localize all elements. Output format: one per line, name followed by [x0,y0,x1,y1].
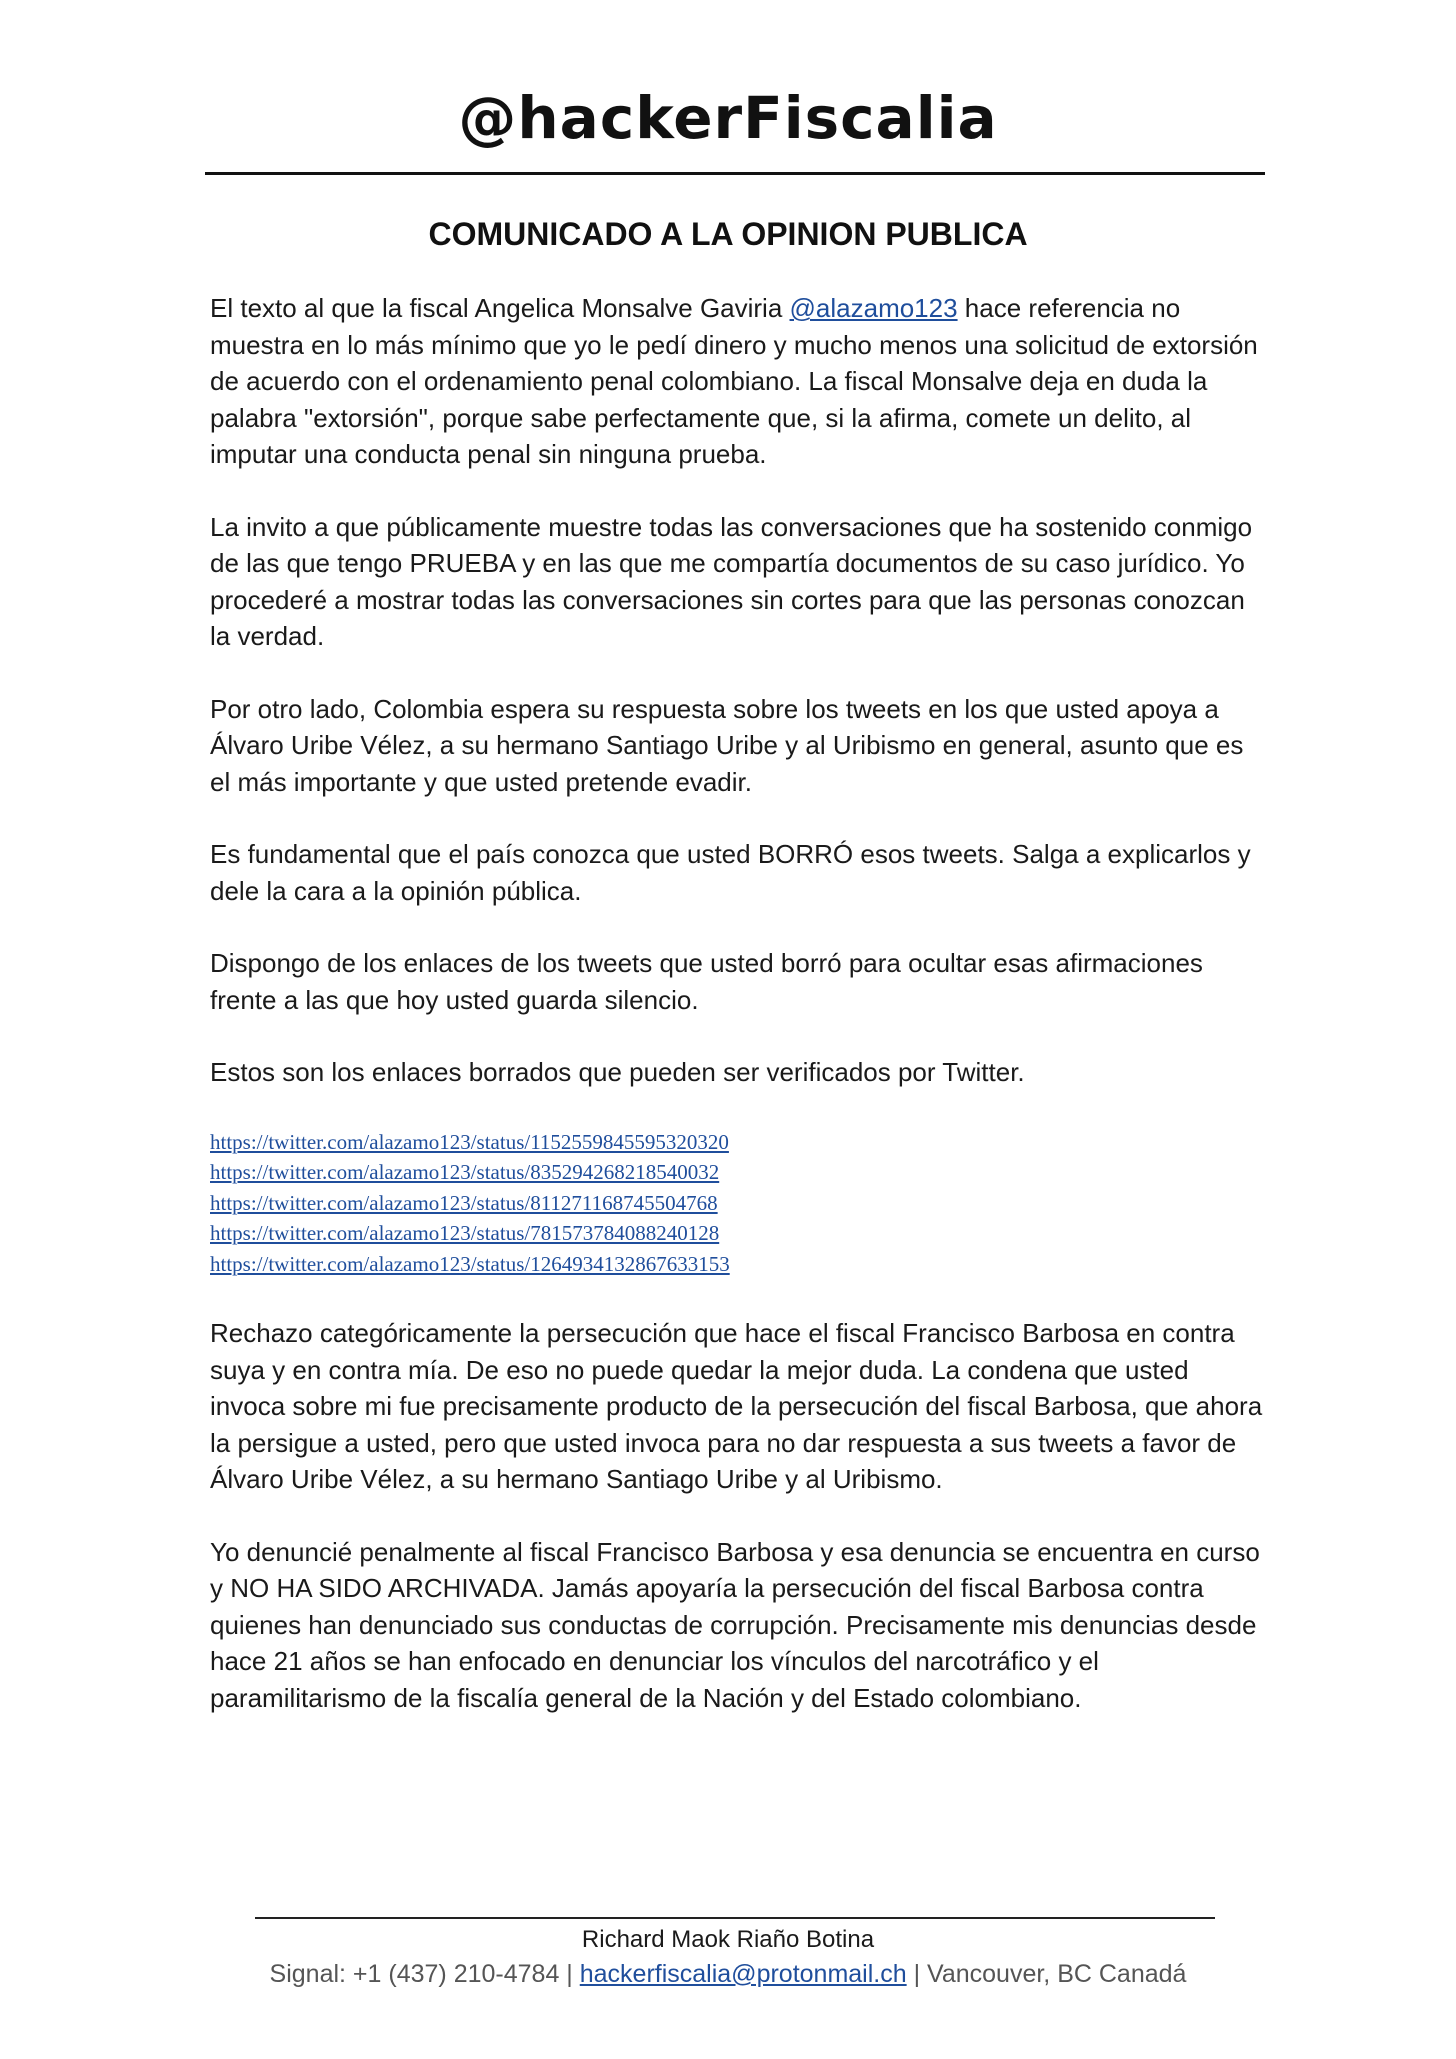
paragraph-6: Estos son los enlaces borrados que pueden ser verificados por Twitter. [210,1057,1025,1087]
paragraph-5: Dispongo de los enlaces de los tweets que usted borró para ocultar esas afirmaciones frente a las que hoy usted guarda silencio. [210,948,1203,1015]
footer-author-name: Richard Maok Riaño Botina [581,1926,875,1953]
footer-contact-line [0,1960,1456,1989]
tweet-link[interactable]: https://twitter.com/alazamo123/status/1264934132867633153 [210,1251,730,1276]
paragraph-1-end: hace referencia no muestra en lo más mínimo que yo le pedí dinero y mucho menos una solicitud de extorsión de acuerdo con el ordenamiento penal colombiano. La fiscal Monsalve deja en duda la palabra "extorsión", porque sabe perfectamente que, si la afirma, comete un delito, al imputar una conducta penal sin ninguna prueba. [210,293,1258,469]
paragraph-3: Por otro lado, Colombia espera su respuesta sobre los tweets en los que usted apoya a Álvaro Uribe Vélez, a su hermano Santiago Uribe y al Uribismo en general, asunto que es el más importante y que usted pretende evadir. [210,693,1244,797]
paragraph-7: Rechazo categóricamente la persecución que hace el fiscal Francisco Barbosa en contra suya y en contra mía. De eso no puede quedar la mejor duda. La condena que usted invoca sobre mi fue precisamente producto de la persecución del fiscal Barbosa, que ahora la persigue a usted, pero que usted invoca para no dar respuesta a sus tweets a favor de Álvaro Uribe Vélez, a su hermano Santiago Uribe y al Uribismo. [210,1318,1263,1494]
footer-signal: Signal: +1 (437) 210-4784 | [269,1960,580,1988]
paragraph-4: Es fundamental que el país conozca que usted BORRÓ esos tweets. Salga a explicarlos y dele la cara a la opinión pública. [210,839,1251,906]
deleted-tweet-links [210,1127,1270,1280]
header-divider [205,172,1265,175]
tweet-link[interactable]: https://twitter.com/alazamo123/status/811271168745504768 [210,1190,718,1215]
paragraph-1-start: El texto al que la fiscal Angelica Monsalve Gaviria [210,293,790,323]
paragraph-2: La invito a que públicamente muestre todas las conversaciones que ha sostenido conmigo de las que tengo PRUEBA y en las que me compartía documentos de su caso jurídico. Yo procederé a mostrar todas las conversaciones sin cortes para que las personas conozcan la verdad. [210,511,1253,651]
twitter-handle-link[interactable]: @alazamo123 [789,293,958,323]
document-title: COMUNICADO A LA OPINION PUBLICA [428,216,1028,252]
tweet-link[interactable]: https://twitter.com/alazamo123/status/781573784088240128 [210,1221,720,1245]
document-body [210,290,1270,1752]
footer-email-link[interactable]: hackerfiscalia@protonmail.ch [579,1960,907,1988]
paragraph-8: Yo denuncié penalmente al fiscal Francisco Barbosa y esa denuncia se encuentra en curso y NO HA SIDO ARCHIVADA. Jamás apoyaría la persecución del fiscal Barbosa contra quienes han denunciado sus conductas de corrupción. Precisamente mis denuncias desde hace 21 años se han enfocado en denunciar los vínculos del narcotráfico y el paramilitarismo de la fiscalía general de la Nación y del Estado colombiano. [210,1536,1260,1713]
paragraph-1 [210,290,1270,473]
tweet-link[interactable]: https://twitter.com/alazamo123/status/835294268218540032 [210,1160,720,1184]
footer-divider [255,1917,1215,1919]
page-header-title: @hackerFiscalia [458,84,998,152]
tweet-link[interactable]: https://twitter.com/alazamo123/status/1152559845595320320 [210,1129,729,1154]
footer-location: | Vancouver, BC Canadá [906,1960,1187,1988]
